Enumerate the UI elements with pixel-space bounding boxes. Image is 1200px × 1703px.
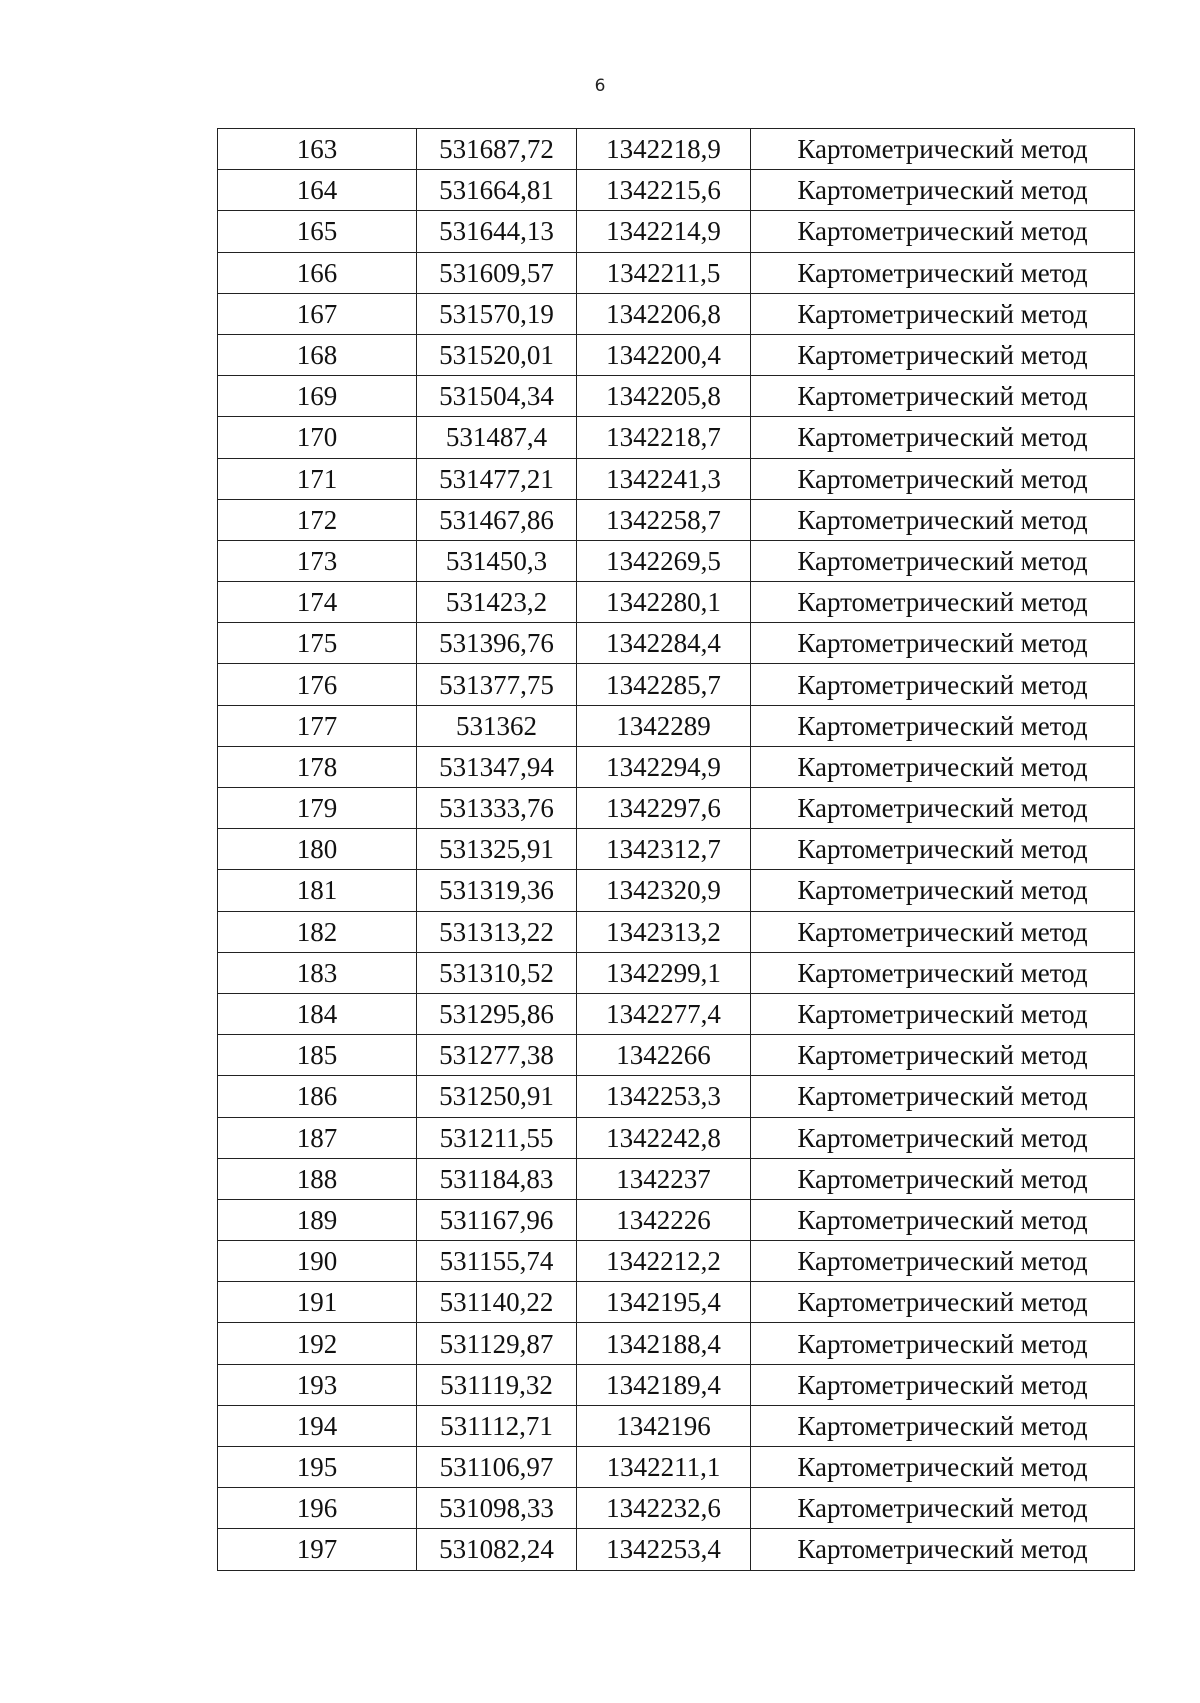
page-number: 6 xyxy=(594,76,606,96)
method-cell: Картометрический метод xyxy=(751,417,1135,458)
method-cell: Картометрический метод xyxy=(751,1076,1135,1117)
method-cell: Картометрический метод xyxy=(751,1364,1135,1405)
table-row xyxy=(218,1488,1135,1529)
table-row xyxy=(218,1117,1135,1158)
x-coordinate-cell: 531609,57 xyxy=(417,252,577,293)
table-row xyxy=(218,582,1135,623)
y-coordinate-cell: 1342280,1 xyxy=(577,582,751,623)
method-cell: Картометрический метод xyxy=(751,1447,1135,1488)
y-coordinate-cell: 1342266 xyxy=(577,1035,751,1076)
method-cell: Картометрический метод xyxy=(751,664,1135,705)
y-coordinate-cell: 1342188,4 xyxy=(577,1323,751,1364)
point-number-cell: 177 xyxy=(218,705,417,746)
y-coordinate-cell: 1342214,9 xyxy=(577,211,751,252)
x-coordinate-cell: 531450,3 xyxy=(417,540,577,581)
y-coordinate-cell: 1342241,3 xyxy=(577,458,751,499)
y-coordinate-cell: 1342212,2 xyxy=(577,1241,751,1282)
method-cell: Картометрический метод xyxy=(751,993,1135,1034)
point-number-cell: 196 xyxy=(218,1488,417,1529)
table-row xyxy=(218,1323,1135,1364)
point-number-cell: 186 xyxy=(218,1076,417,1117)
y-coordinate-cell: 1342232,6 xyxy=(577,1488,751,1529)
point-number-cell: 164 xyxy=(218,170,417,211)
y-coordinate-cell: 1342205,8 xyxy=(577,376,751,417)
method-cell: Картометрический метод xyxy=(751,623,1135,664)
coordinates-table-body xyxy=(218,129,1135,1571)
x-coordinate-cell: 531487,4 xyxy=(417,417,577,458)
y-coordinate-cell: 1342211,5 xyxy=(577,252,751,293)
table-row xyxy=(218,1241,1135,1282)
x-coordinate-cell: 531423,2 xyxy=(417,582,577,623)
table-row xyxy=(218,458,1135,499)
x-coordinate-cell: 531082,24 xyxy=(417,1529,577,1570)
method-cell: Картометрический метод xyxy=(751,788,1135,829)
table-row xyxy=(218,1529,1135,1570)
table-row xyxy=(218,1199,1135,1240)
table-row xyxy=(218,293,1135,334)
x-coordinate-cell: 531477,21 xyxy=(417,458,577,499)
x-coordinate-cell: 531570,19 xyxy=(417,293,577,334)
table-row xyxy=(218,746,1135,787)
x-coordinate-cell: 531664,81 xyxy=(417,170,577,211)
point-number-cell: 168 xyxy=(218,334,417,375)
point-number-cell: 187 xyxy=(218,1117,417,1158)
y-coordinate-cell: 1342285,7 xyxy=(577,664,751,705)
x-coordinate-cell: 531325,91 xyxy=(417,829,577,870)
y-coordinate-cell: 1342242,8 xyxy=(577,1117,751,1158)
y-coordinate-cell: 1342277,4 xyxy=(577,993,751,1034)
method-cell: Картометрический метод xyxy=(751,1282,1135,1323)
method-cell: Картометрический метод xyxy=(751,1323,1135,1364)
table-row xyxy=(218,1158,1135,1199)
x-coordinate-cell: 531333,76 xyxy=(417,788,577,829)
table-row xyxy=(218,870,1135,911)
x-coordinate-cell: 531106,97 xyxy=(417,1447,577,1488)
y-coordinate-cell: 1342226 xyxy=(577,1199,751,1240)
method-cell: Картометрический метод xyxy=(751,1035,1135,1076)
point-number-cell: 197 xyxy=(218,1529,417,1570)
table-row xyxy=(218,705,1135,746)
x-coordinate-cell: 531295,86 xyxy=(417,993,577,1034)
table-row xyxy=(218,1282,1135,1323)
method-cell: Картометрический метод xyxy=(751,1488,1135,1529)
y-coordinate-cell: 1342218,7 xyxy=(577,417,751,458)
method-cell: Картометрический метод xyxy=(751,1158,1135,1199)
method-cell: Картометрический метод xyxy=(751,458,1135,499)
method-cell: Картометрический метод xyxy=(751,705,1135,746)
method-cell: Картометрический метод xyxy=(751,1241,1135,1282)
point-number-cell: 195 xyxy=(218,1447,417,1488)
point-number-cell: 178 xyxy=(218,746,417,787)
x-coordinate-cell: 531396,76 xyxy=(417,623,577,664)
method-cell: Картометрический метод xyxy=(751,170,1135,211)
method-cell: Картометрический метод xyxy=(751,829,1135,870)
method-cell: Картометрический метод xyxy=(751,746,1135,787)
table-row xyxy=(218,211,1135,252)
point-number-cell: 184 xyxy=(218,993,417,1034)
method-cell: Картометрический метод xyxy=(751,376,1135,417)
point-number-cell: 179 xyxy=(218,788,417,829)
table-row xyxy=(218,829,1135,870)
point-number-cell: 188 xyxy=(218,1158,417,1199)
point-number-cell: 190 xyxy=(218,1241,417,1282)
x-coordinate-cell: 531155,74 xyxy=(417,1241,577,1282)
x-coordinate-cell: 531347,94 xyxy=(417,746,577,787)
table-row xyxy=(218,993,1135,1034)
y-coordinate-cell: 1342215,6 xyxy=(577,170,751,211)
y-coordinate-cell: 1342253,4 xyxy=(577,1529,751,1570)
y-coordinate-cell: 1342284,4 xyxy=(577,623,751,664)
method-cell: Картометрический метод xyxy=(751,1529,1135,1570)
table-row xyxy=(218,376,1135,417)
x-coordinate-cell: 531250,91 xyxy=(417,1076,577,1117)
method-cell: Картометрический метод xyxy=(751,582,1135,623)
x-coordinate-cell: 531140,22 xyxy=(417,1282,577,1323)
y-coordinate-cell: 1342196 xyxy=(577,1405,751,1446)
method-cell: Картометрический метод xyxy=(751,911,1135,952)
table-row xyxy=(218,1405,1135,1446)
table-row xyxy=(218,540,1135,581)
y-coordinate-cell: 1342211,1 xyxy=(577,1447,751,1488)
y-coordinate-cell: 1342269,5 xyxy=(577,540,751,581)
x-coordinate-cell: 531277,38 xyxy=(417,1035,577,1076)
table-row xyxy=(218,911,1135,952)
table-row xyxy=(218,952,1135,993)
point-number-cell: 165 xyxy=(218,211,417,252)
point-number-cell: 175 xyxy=(218,623,417,664)
x-coordinate-cell: 531310,52 xyxy=(417,952,577,993)
y-coordinate-cell: 1342289 xyxy=(577,705,751,746)
point-number-cell: 193 xyxy=(218,1364,417,1405)
table-row xyxy=(218,788,1135,829)
point-number-cell: 170 xyxy=(218,417,417,458)
y-coordinate-cell: 1342206,8 xyxy=(577,293,751,334)
x-coordinate-cell: 531098,33 xyxy=(417,1488,577,1529)
y-coordinate-cell: 1342299,1 xyxy=(577,952,751,993)
x-coordinate-cell: 531184,83 xyxy=(417,1158,577,1199)
point-number-cell: 163 xyxy=(218,129,417,170)
point-number-cell: 176 xyxy=(218,664,417,705)
table-row xyxy=(218,1035,1135,1076)
x-coordinate-cell: 531319,36 xyxy=(417,870,577,911)
x-coordinate-cell: 531362 xyxy=(417,705,577,746)
x-coordinate-cell: 531520,01 xyxy=(417,334,577,375)
method-cell: Картометрический метод xyxy=(751,1117,1135,1158)
table-row xyxy=(218,252,1135,293)
y-coordinate-cell: 1342253,3 xyxy=(577,1076,751,1117)
point-number-cell: 166 xyxy=(218,252,417,293)
table-row xyxy=(218,170,1135,211)
table-row xyxy=(218,664,1135,705)
point-number-cell: 169 xyxy=(218,376,417,417)
method-cell: Картометрический метод xyxy=(751,952,1135,993)
table-row xyxy=(218,499,1135,540)
x-coordinate-cell: 531112,71 xyxy=(417,1405,577,1446)
method-cell: Картометрический метод xyxy=(751,334,1135,375)
y-coordinate-cell: 1342312,7 xyxy=(577,829,751,870)
point-number-cell: 171 xyxy=(218,458,417,499)
point-number-cell: 189 xyxy=(218,1199,417,1240)
point-number-cell: 194 xyxy=(218,1405,417,1446)
coordinates-table xyxy=(217,128,1135,1571)
point-number-cell: 167 xyxy=(218,293,417,334)
y-coordinate-cell: 1342218,9 xyxy=(577,129,751,170)
table-row xyxy=(218,129,1135,170)
x-coordinate-cell: 531167,96 xyxy=(417,1199,577,1240)
method-cell: Картометрический метод xyxy=(751,1405,1135,1446)
table-row xyxy=(218,1364,1135,1405)
table-row xyxy=(218,623,1135,664)
x-coordinate-cell: 531211,55 xyxy=(417,1117,577,1158)
y-coordinate-cell: 1342297,6 xyxy=(577,788,751,829)
point-number-cell: 180 xyxy=(218,829,417,870)
point-number-cell: 173 xyxy=(218,540,417,581)
y-coordinate-cell: 1342294,9 xyxy=(577,746,751,787)
table-row xyxy=(218,1447,1135,1488)
method-cell: Картометрический метод xyxy=(751,293,1135,334)
x-coordinate-cell: 531504,34 xyxy=(417,376,577,417)
method-cell: Картометрический метод xyxy=(751,129,1135,170)
method-cell: Картометрический метод xyxy=(751,211,1135,252)
point-number-cell: 172 xyxy=(218,499,417,540)
point-number-cell: 185 xyxy=(218,1035,417,1076)
x-coordinate-cell: 531129,87 xyxy=(417,1323,577,1364)
x-coordinate-cell: 531119,32 xyxy=(417,1364,577,1405)
method-cell: Картометрический метод xyxy=(751,1199,1135,1240)
x-coordinate-cell: 531313,22 xyxy=(417,911,577,952)
x-coordinate-cell: 531377,75 xyxy=(417,664,577,705)
y-coordinate-cell: 1342258,7 xyxy=(577,499,751,540)
y-coordinate-cell: 1342195,4 xyxy=(577,1282,751,1323)
point-number-cell: 183 xyxy=(218,952,417,993)
y-coordinate-cell: 1342320,9 xyxy=(577,870,751,911)
table-row xyxy=(218,1076,1135,1117)
method-cell: Картометрический метод xyxy=(751,870,1135,911)
point-number-cell: 192 xyxy=(218,1323,417,1364)
method-cell: Картометрический метод xyxy=(751,499,1135,540)
method-cell: Картометрический метод xyxy=(751,540,1135,581)
y-coordinate-cell: 1342237 xyxy=(577,1158,751,1199)
point-number-cell: 182 xyxy=(218,911,417,952)
x-coordinate-cell: 531644,13 xyxy=(417,211,577,252)
table-row xyxy=(218,417,1135,458)
y-coordinate-cell: 1342200,4 xyxy=(577,334,751,375)
table-row xyxy=(218,334,1135,375)
point-number-cell: 174 xyxy=(218,582,417,623)
y-coordinate-cell: 1342189,4 xyxy=(577,1364,751,1405)
point-number-cell: 181 xyxy=(218,870,417,911)
method-cell: Картометрический метод xyxy=(751,252,1135,293)
point-number-cell: 191 xyxy=(218,1282,417,1323)
x-coordinate-cell: 531687,72 xyxy=(417,129,577,170)
x-coordinate-cell: 531467,86 xyxy=(417,499,577,540)
y-coordinate-cell: 1342313,2 xyxy=(577,911,751,952)
